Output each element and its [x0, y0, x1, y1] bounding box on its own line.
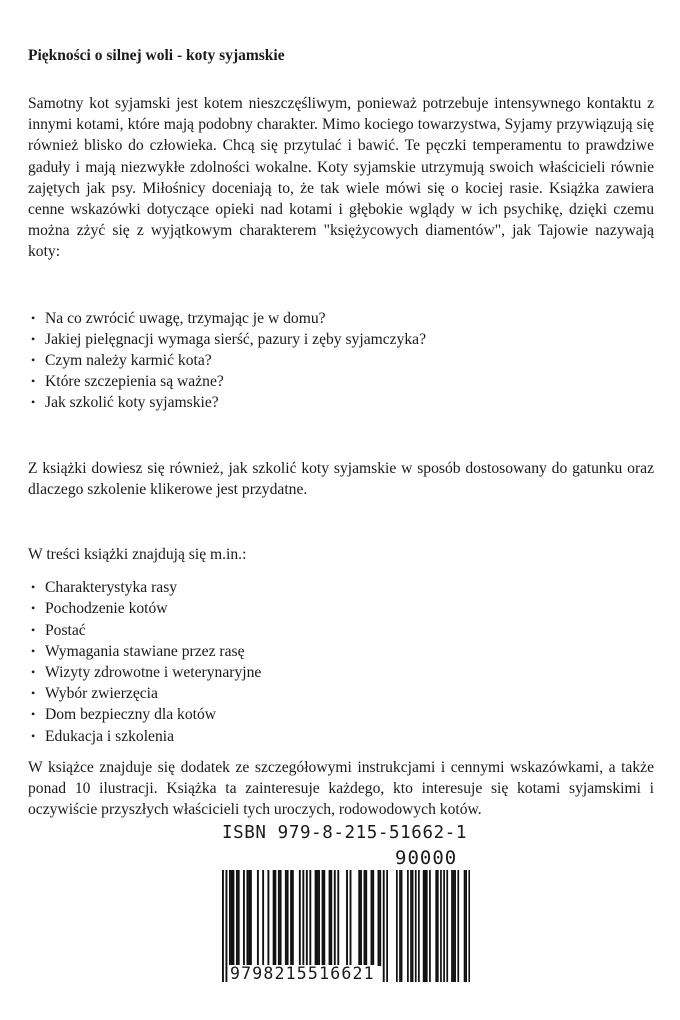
list-item: • Edukacja i szkolenia	[28, 726, 654, 747]
contents-heading: W treści książki znajdują się m.in.:	[28, 546, 247, 564]
list-item: • Jakiej pielęgnacji wymaga sierść, pazury i zęby syjamczyka?	[28, 329, 654, 350]
barcode-bar	[222, 870, 224, 982]
barcode-bar	[238, 870, 240, 966]
barcode-bar	[299, 870, 301, 966]
barcode-bar	[290, 870, 292, 966]
barcode-bar	[334, 870, 336, 966]
list-item: • Dom bezpieczny dla kotów	[28, 704, 654, 725]
barcode-bar	[437, 870, 439, 982]
list-item: • Postać	[28, 620, 654, 641]
barcode-bar	[243, 870, 245, 966]
barcode-bar	[248, 870, 250, 966]
isbn-barcode	[222, 822, 470, 983]
barcode-bar	[423, 870, 425, 982]
barcode-bar	[316, 870, 318, 966]
barcode-bar	[322, 870, 324, 966]
barcode-bar	[292, 870, 294, 966]
barcode-bar	[407, 870, 409, 982]
barcode-bar	[231, 870, 233, 966]
barcode-bar	[379, 870, 381, 966]
barcode-bar	[468, 870, 470, 982]
barcode-bar	[383, 870, 385, 982]
intro-paragraph: Samotny kot syjamski jest kotem nieszczęśliwym, ponieważ potrzebuje intensywnego kontaktu z innymi kotami, które mają podobny charakter. Mimo kociego towarzystwa, Syjamy przywiązują się również blisko do człowieka. Chcą się przytulać i bawić. Te pęczki temperamentu to prawdziwe gaduły i mają niezwykłe zdolności wokalne. Koty syjamskie utrzymują swoich właścicieli równie zajętych jak psy. Miłośnicy doceniają to, że tak wiele mówi się o kociej rasie. Książka zawiera cenne wskazówki dotyczące opieki nad kotami i głębokie wglądy w ich psychikę, dzięki czemu można zżyć się z wyjątkowym charakterem "księżycowych diamentów", jak Tajowie nazywają koty:	[28, 95, 654, 261]
barcode-bar	[457, 870, 459, 982]
barcode-bar	[337, 870, 339, 966]
barcode-bar	[273, 870, 275, 966]
barcode-bar	[365, 870, 367, 966]
barcode-bar	[440, 870, 442, 982]
price-barcode-bars	[396, 870, 470, 982]
list-item: • Wybór zwierzęcia	[28, 683, 654, 704]
barcode-bar	[426, 870, 428, 982]
barcode-bar	[315, 870, 317, 966]
barcode-bar	[250, 870, 252, 966]
barcode-bar	[246, 870, 248, 966]
barcode-bar	[257, 870, 259, 966]
barcode-bar	[418, 870, 420, 982]
questions-list	[28, 308, 654, 414]
list-item: • Wizyty zdrowotne i weterynaryjne	[28, 662, 654, 683]
barcode-bar	[278, 870, 280, 966]
barcode-bar	[346, 870, 348, 966]
barcode-bar	[464, 870, 466, 982]
barcode-bar	[446, 870, 448, 982]
barcode-bar	[401, 870, 403, 982]
barcode-bar	[454, 870, 456, 982]
list-item: • Które szczepienia są ważne?	[28, 371, 654, 392]
barcode-bar	[453, 870, 455, 982]
barcode-bar	[262, 870, 264, 966]
barcode-bar	[424, 870, 426, 982]
barcode-bar	[358, 870, 360, 966]
barcode-bar	[274, 870, 276, 966]
barcode-bar	[285, 870, 287, 966]
barcode-bar	[415, 870, 417, 982]
barcode-bar	[360, 870, 362, 966]
barcode-bar	[229, 870, 231, 966]
isbn-label: ISBN 979-8-215-51662-1	[222, 823, 467, 843]
price-code: 90000	[395, 847, 458, 869]
barcode-bar	[378, 870, 380, 966]
barcode-bar	[364, 870, 366, 966]
barcode-bar	[330, 870, 332, 966]
barcode-bar	[435, 870, 437, 982]
barcode-bar	[280, 870, 282, 966]
barcode-bar	[412, 870, 414, 982]
barcode-bar	[323, 870, 325, 966]
barcode-bar	[386, 870, 388, 982]
list-item: • Wymagania stawiane przez rasę	[28, 641, 654, 662]
list-item: • Charakterystyka rasy	[28, 577, 654, 598]
barcode-bar	[396, 870, 398, 982]
list-item: • Pochodzenie kotów	[28, 598, 654, 619]
barcode-bar	[371, 870, 373, 966]
barcode-bar	[287, 870, 289, 966]
barcode-bar	[410, 870, 412, 982]
barcode-bar	[451, 870, 453, 982]
barcode-bar	[350, 870, 352, 966]
barcode-bar	[236, 870, 238, 966]
barcode-bar	[399, 870, 401, 982]
barcode-bar	[267, 870, 269, 966]
list-item: • Na co zwrócić uwagę, trzymając je w domu?	[28, 308, 654, 329]
barcode-bar	[429, 870, 431, 982]
list-item: • Jak szkolić koty syjamskie?	[28, 392, 654, 413]
barcode-bar	[329, 870, 331, 966]
closing-paragraph: W książce znajduje się dodatek ze szczegółowymi instrukcjami i cennymi wskazówkami, a także ponad 10 ilustracji. Książka ta zainteresuje każdego, kto interesuje się kotami syjamskimi i oczywiście przyszłych właścicieli tych uroczych, rodowodowych kotów.	[28, 758, 654, 819]
book-title: Piękności o silnej woli - koty syjamskie	[28, 47, 285, 64]
barcode-bar	[318, 870, 320, 966]
training-paragraph: Z książki dowiesz się również, jak szkolić koty syjamskie w sposób dostosowany do gatunku oraz dlaczego szkolenie klikerowe jest przydatne.	[28, 459, 654, 498]
back-cover-text	[28, 46, 654, 820]
barcode-bar	[309, 870, 311, 966]
ean-digits: 9798215516621	[230, 964, 375, 983]
barcode-bar	[443, 870, 445, 982]
barcode-bar	[372, 870, 374, 966]
list-item: • Czym należy karmić kota?	[28, 350, 654, 371]
barcode-bar	[465, 870, 467, 982]
contents-list	[28, 577, 654, 747]
barcode-bar	[232, 870, 234, 966]
